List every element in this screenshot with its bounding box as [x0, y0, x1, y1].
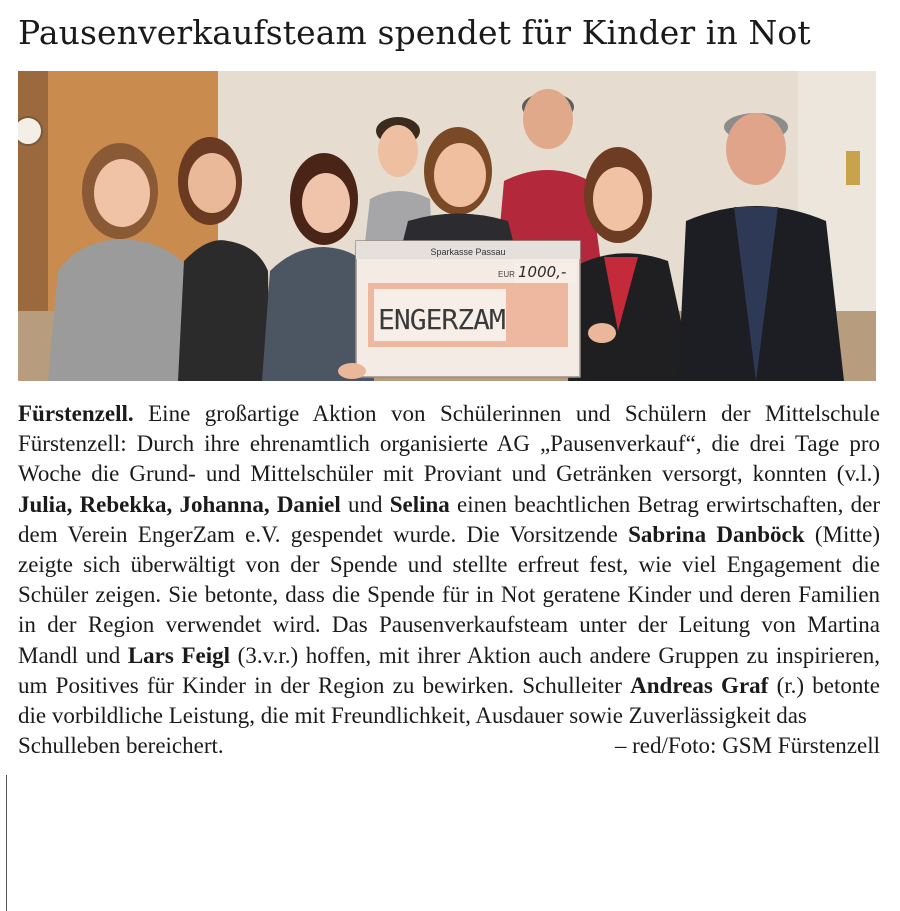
article-text-4: (3.v.r.) hoffen, mit ihrer Aktion auch andere Gruppen zu inspirieren, um Positives für Kinder in der Region zu bewirken. Schulleiter — [18, 642, 880, 698]
article-text-1: Eine großartige Aktion von Schülerinnen und Schülern der Mittelschule Fürstenzell: Durch ihre ehrenamtlich organisierte AG „Pausenverkauf“, die drei Tage pro Woche die Grund- und Mittelschüler mit Proviant und Getränken versorgt, konnten (v.l.) — [18, 401, 880, 487]
check-currency: EUR — [498, 270, 515, 279]
article-name-selina: Selina — [389, 491, 450, 517]
column-rule — [6, 775, 7, 911]
article-name-lars: Lars Feigl — [127, 642, 231, 668]
check-amount: 1000,- — [518, 263, 567, 281]
article-text-3: (Mitte) zeigte sich überwältigt von der Spende und stellte erfreut fest, wie viel Engagement die Schüler zeigen. Sie betonte, dass die Spende für in Not geratene Kinder und deren Familien in der Region verwendet wird. Das Pausenverkaufsteam unter der Leitung von Martina Mandl und — [18, 521, 880, 668]
article-location: Fürstenzell. — [18, 401, 134, 426]
headline: Pausenverkaufsteam spendet für Kinder in Not — [18, 13, 811, 52]
article-names-students: Julia, Rebekka, Johanna, Daniel — [18, 491, 341, 517]
article-name-principal: Andreas Graf — [630, 672, 769, 698]
article-closing-line — [18, 731, 880, 761]
donation-check — [356, 241, 580, 377]
article-body — [18, 399, 880, 761]
check-bank-label: Sparkasse Passau — [430, 247, 506, 257]
check-payee: ENGERZAM — [378, 303, 505, 336]
article-name-chair: Sabrina Danböck — [628, 521, 805, 547]
article-and: und — [340, 491, 390, 517]
article-photo — [18, 71, 876, 381]
article-text-5: (r.) betonte die vorbildliche Leistung, die mit Freundlichkeit, Ausdauer sowie Zuverlässigkeit das — [18, 672, 880, 729]
photo-credit: – red/Foto: GSM Fürstenzell — [614, 733, 880, 759]
article-text-2: einen beachtlichen Betrag erwirtschaften, der dem Verein EngerZam e.V. gespendet wurde. Die Vorsitzende — [18, 491, 880, 547]
article-last-line: Schulleben bereichert. — [18, 733, 224, 759]
